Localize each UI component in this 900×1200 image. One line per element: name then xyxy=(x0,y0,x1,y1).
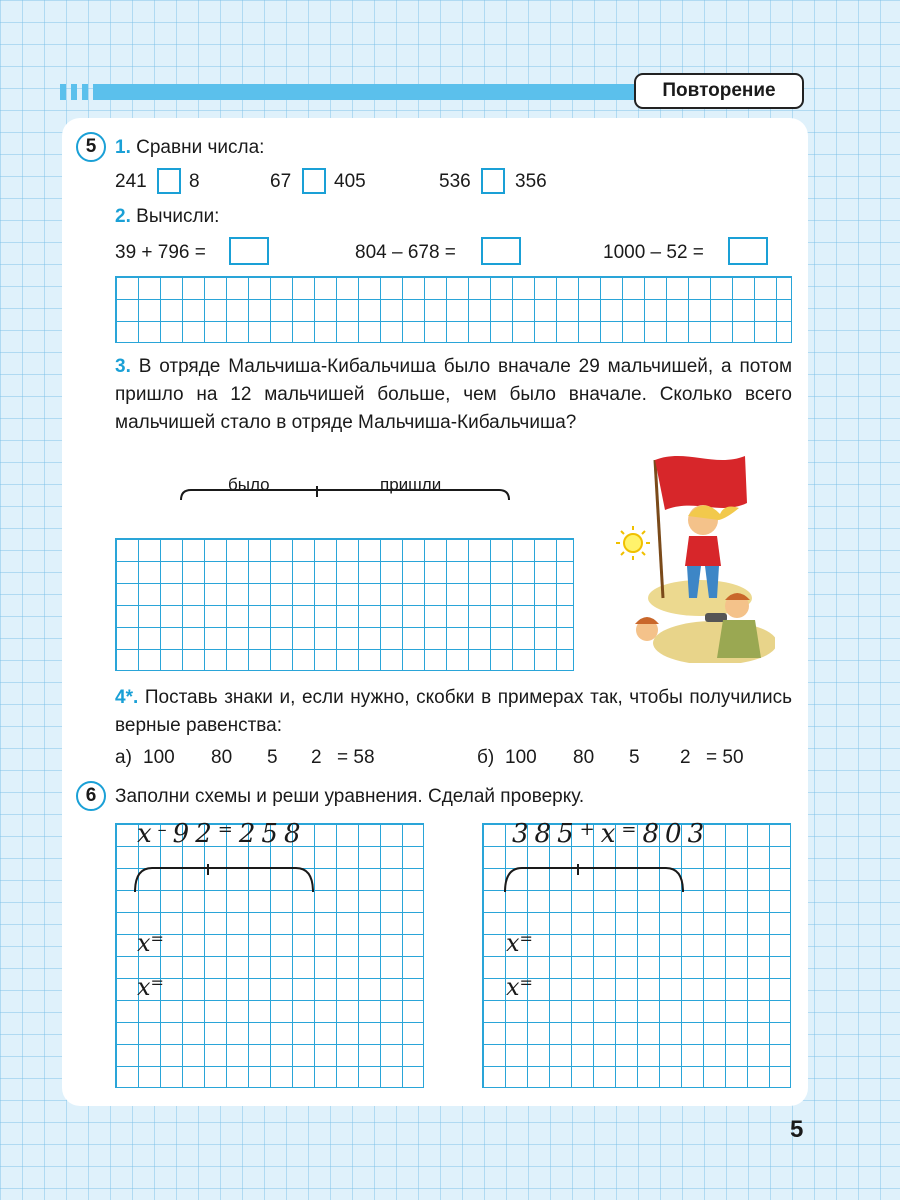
compare-3-b: 356 xyxy=(515,171,547,192)
compare-2-box[interactable] xyxy=(302,168,326,194)
task3-text: 3. В отряде Мальчиша-Кибальчиша было вначале 29 мальчишей, а потом пришло на 12 мальчишей больше, чем было вначале. Сколько всего мальчишей стало в отряде Мальчиша-Кибальчиша? xyxy=(115,356,793,433)
compare-2-b: 405 xyxy=(334,171,366,192)
compare-1-b: 8 xyxy=(189,171,200,192)
red-flag xyxy=(655,456,747,510)
exercise-number-5: 5 xyxy=(76,132,106,162)
expression-3: 1000 – 52 = xyxy=(603,242,704,263)
task4-a-num-2: 80 xyxy=(211,747,233,768)
equation-1-scheme xyxy=(130,862,320,896)
compare-3-box[interactable] xyxy=(481,168,505,194)
exercise-number-6: 6 xyxy=(76,781,106,811)
answer-box-3[interactable] xyxy=(728,237,768,265)
task3-scheme xyxy=(175,470,515,506)
boy-with-flag-illustration xyxy=(605,448,775,663)
expression-1: 39 + 796 = xyxy=(115,242,206,263)
child-hair xyxy=(635,617,659,624)
equation-2-scheme xyxy=(500,862,690,896)
equation-2: 385+x=803 xyxy=(512,819,711,849)
equation-1-x-line-1: x= xyxy=(137,929,164,957)
boy-shirt xyxy=(685,536,721,566)
solution-grid[interactable] xyxy=(115,538,574,671)
task2-heading: 2. Вычисли: xyxy=(115,206,220,227)
header-stripes xyxy=(60,84,99,100)
compare-1-box[interactable] xyxy=(157,168,181,194)
task4-b-num-1: 100 xyxy=(505,747,537,768)
page-number: 5 xyxy=(790,1116,804,1143)
task4-a-label: а) xyxy=(115,747,132,768)
compare-1-a: 241 xyxy=(115,171,147,192)
task4-text: 4*. Поставь знаки и, если нужно, скобки в примерах так, чтобы получились верные равенства: xyxy=(115,687,793,736)
task1-heading: 1. Сравни числа: xyxy=(115,137,265,158)
scheme-label-came: пришли xyxy=(380,475,442,494)
equation-2-x-line-1: x= xyxy=(506,929,533,957)
task4-a-result: = 58 xyxy=(337,747,375,768)
equation-2-x-line-2: x= xyxy=(506,973,533,1001)
task4-b-num-2: 80 xyxy=(573,747,595,768)
task4-a-num-4: 2 xyxy=(311,747,322,768)
task4-a-num-1: 100 xyxy=(143,747,175,768)
equation-1-x-line-2: x= xyxy=(137,973,164,1001)
scheme-bracket xyxy=(135,868,313,892)
task4-b-label: б) xyxy=(477,747,495,768)
compare-3-a: 536 xyxy=(439,171,471,192)
task4-b-num-4: 2 xyxy=(680,747,691,768)
equation-1: x–92=258 xyxy=(137,819,307,849)
scheme-bracket xyxy=(505,868,683,892)
sun-icon xyxy=(624,534,642,552)
child-jacket xyxy=(717,620,761,658)
answer-box-1[interactable] xyxy=(229,237,269,265)
task4-b-num-3: 5 xyxy=(629,747,640,768)
exercise6-text: Заполни схемы и реши уравнения. Сделай проверку. xyxy=(115,786,585,807)
task4-b-result: = 50 xyxy=(706,747,744,768)
header-bar xyxy=(98,84,658,100)
section-title: Повторение xyxy=(634,73,804,109)
task4-a-num-3: 5 xyxy=(267,747,278,768)
answer-box-2[interactable] xyxy=(481,237,521,265)
expression-2: 804 – 678 = xyxy=(355,242,456,263)
calc-grid[interactable] xyxy=(115,276,792,343)
compare-2-a: 67 xyxy=(270,171,292,192)
scheme-label-was: было xyxy=(228,475,270,494)
